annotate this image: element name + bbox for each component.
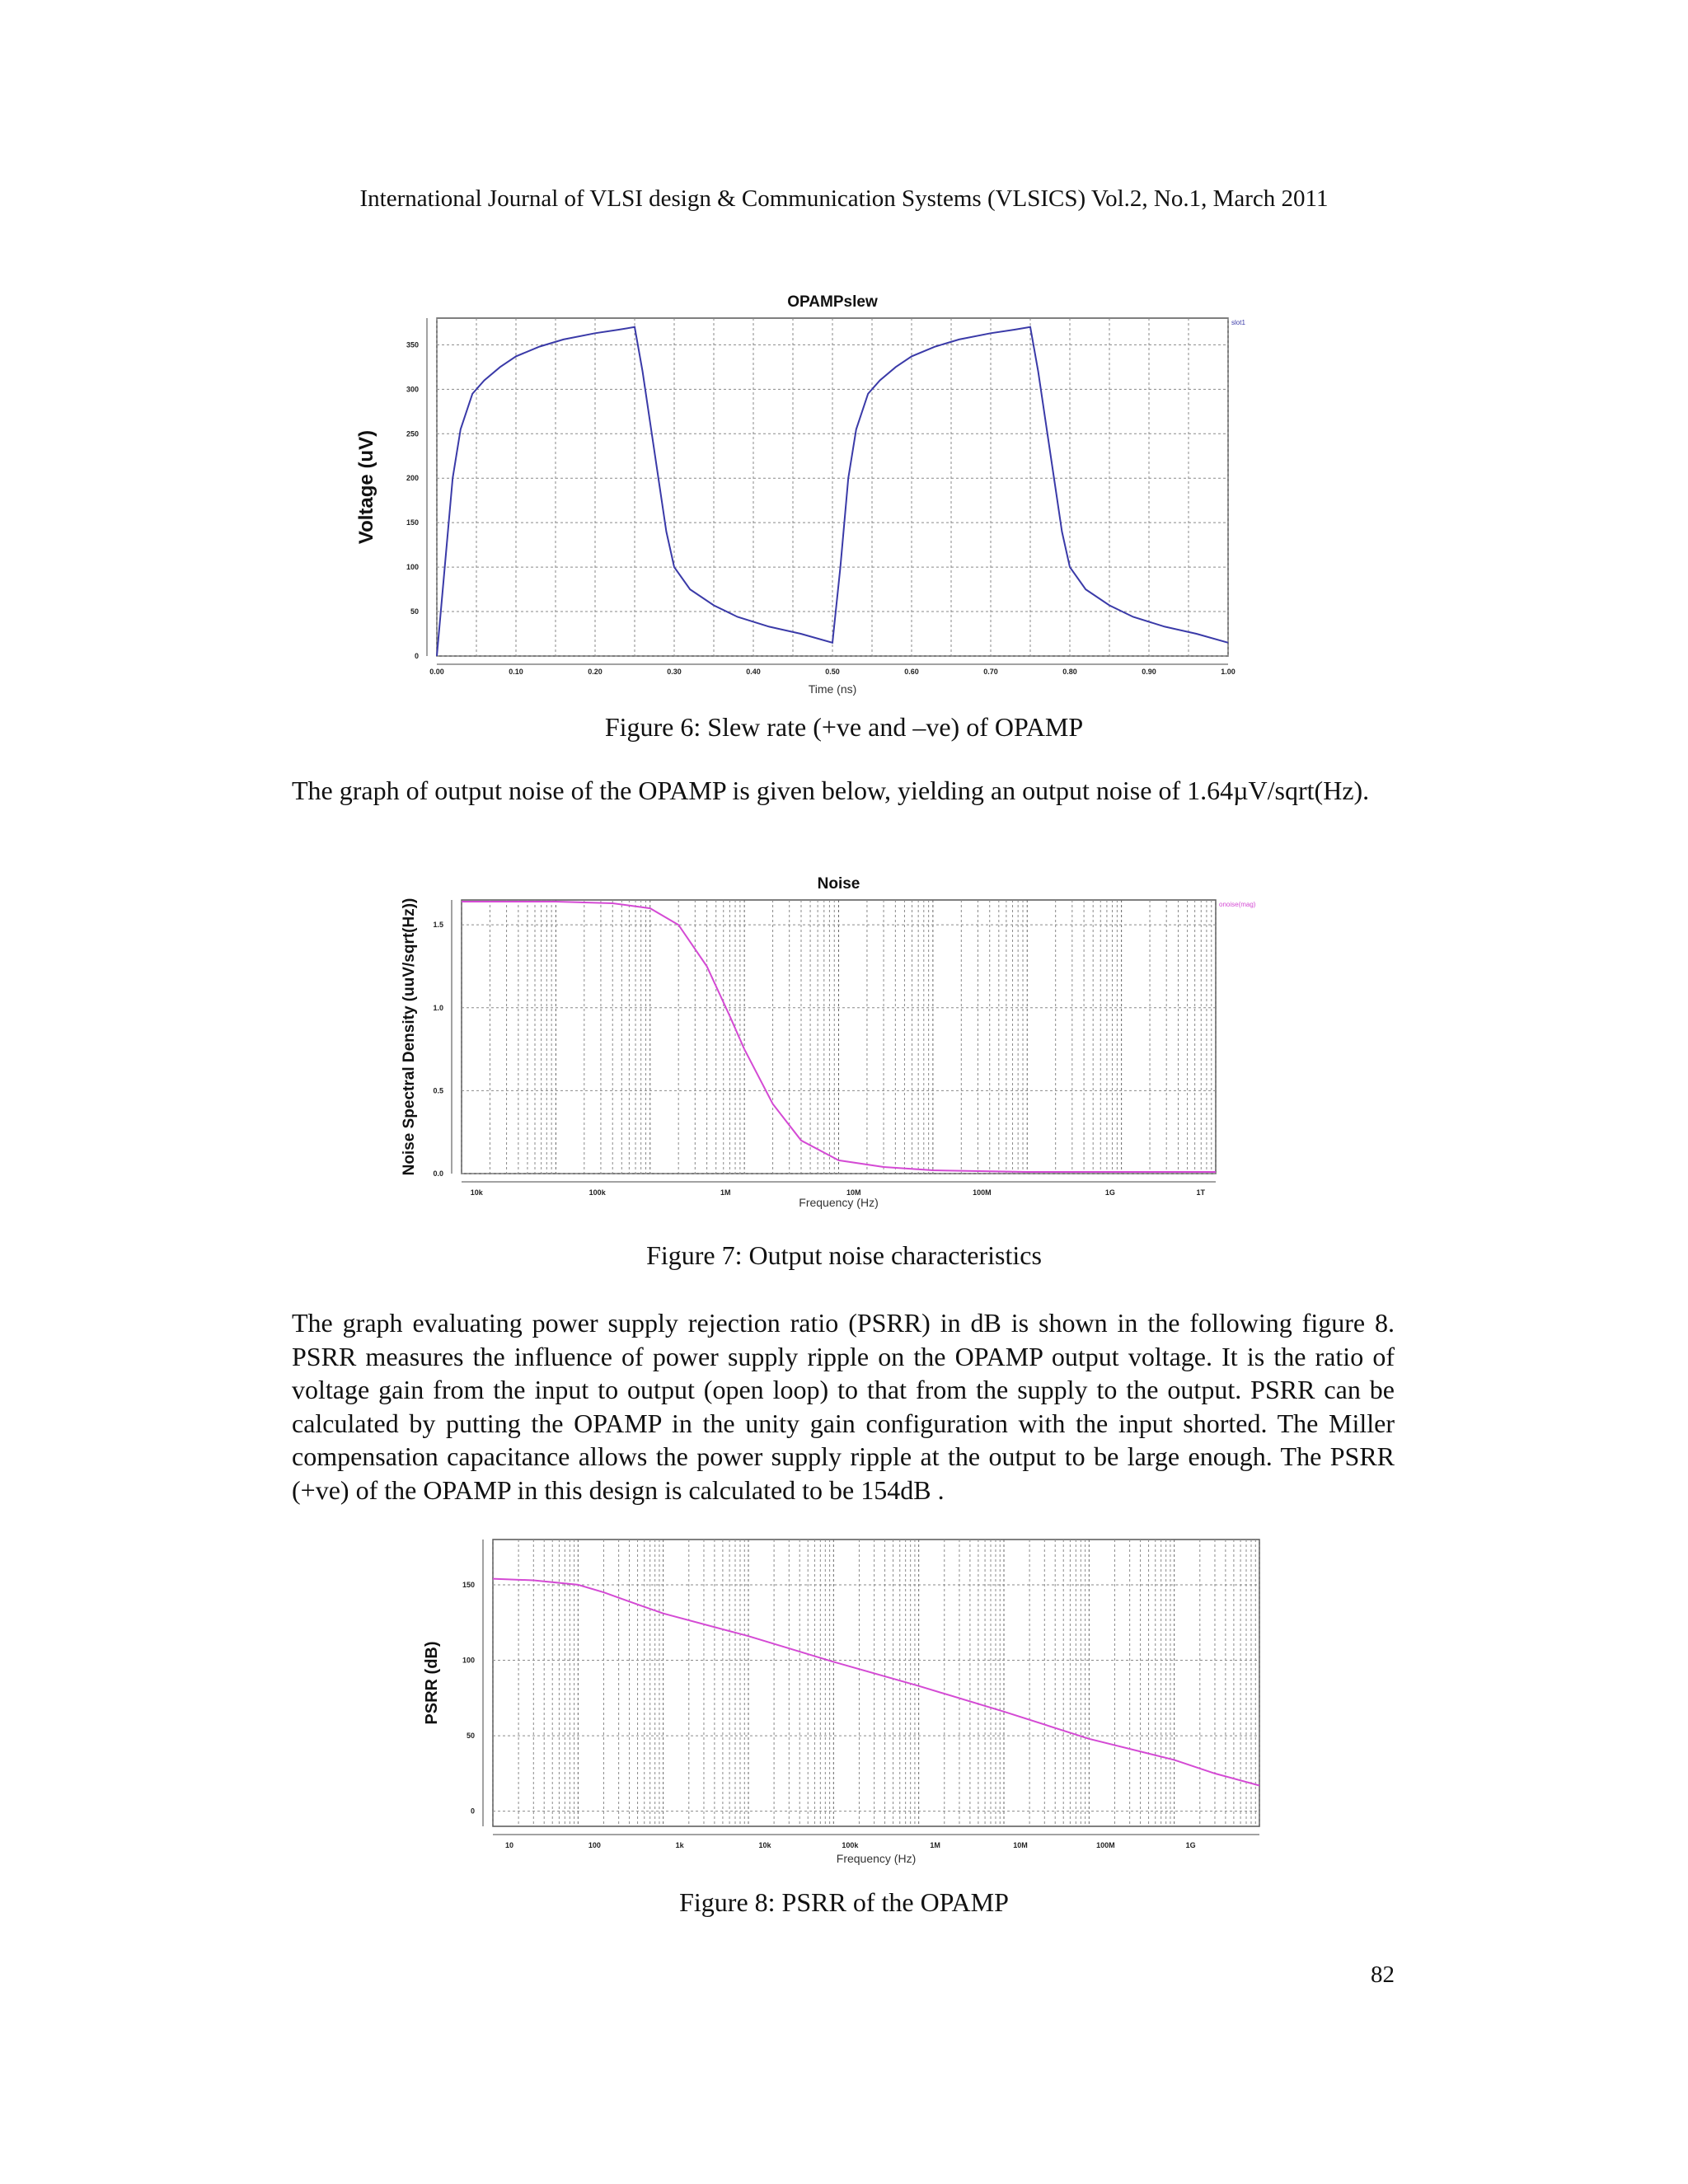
x-tick-label: 1T [1196, 1188, 1205, 1197]
legend-entry: onoise(mag) [1219, 901, 1256, 908]
legend-entry: slot1 [1231, 319, 1245, 326]
y-tick-label: 150 [462, 1580, 475, 1589]
chart-title: OPAMPslew [787, 293, 878, 311]
x-tick-label: 1G [1185, 1841, 1196, 1849]
paragraph-psrr: The graph evaluating power supply rejection ratio (PSRR) in dB is shown in the following figure 8. PSRR measures the influence of power supply ripple on the OPAMP output voltage. It is the ratio of voltage gain from the input to output (open loop) to that from the supply to the output. PSRR can be calculated by putting the OPAMP in the unity gain configuration with the input shorted. The Miller compensation capacitance allows the power supply ripple at the output to be large enough. The PSRR (+ve) of the OPAMP in this design is calculated to be 154dB . [292, 1308, 1395, 1505]
x-tick-label: 10k [470, 1188, 483, 1197]
y-tick-label: 250 [406, 429, 419, 438]
y-tick-label: 1.5 [433, 921, 443, 930]
y-tick-label: 350 [406, 340, 419, 349]
x-tick-label: 10 [504, 1841, 514, 1849]
figure-6-caption: Figure 6: Slew rate (+ve and –ve) of OPAMP [604, 712, 1084, 742]
y-tick-label: 300 [406, 385, 419, 394]
x-tick-label: 0.50 [825, 668, 840, 676]
x-tick-label: 100M [1096, 1841, 1115, 1849]
paragraph-noise: The graph of output noise of the OPAMP is given below, yielding an output noise of 1.64µV/sqrt(Hz). [292, 776, 1370, 805]
x-tick-label: 1M [930, 1841, 940, 1849]
chart-title: Noise [817, 875, 860, 893]
y-tick-label: 0.0 [433, 1169, 443, 1178]
y-axis-label: Noise Spectral Density (uuV/sqrt(Hz)) [401, 898, 418, 1176]
y-tick-label: 200 [406, 474, 419, 483]
x-tick-label: 0.70 [983, 668, 998, 676]
running-header: International Journal of VLSI design & Communication Systems (VLSICS) Vol.2, No.1, March 2011 [359, 185, 1329, 212]
y-axis-label: PSRR (dB) [423, 1641, 441, 1725]
x-axis-label: Time (ns) [808, 682, 857, 696]
x-tick-label: 100k [588, 1188, 606, 1197]
x-tick-label: 1M [720, 1188, 731, 1197]
x-tick-label: 0.80 [1062, 668, 1077, 676]
x-tick-label: 10k [758, 1841, 771, 1849]
y-tick-label: 50 [410, 607, 419, 616]
x-tick-label: 10M [1013, 1841, 1028, 1849]
x-tick-label: 0.20 [588, 668, 603, 676]
x-tick-label: 0.90 [1142, 668, 1156, 676]
x-tick-label: 0.40 [746, 668, 761, 676]
figure-8-caption: Figure 8: PSRR of the OPAMP [679, 1887, 1009, 1917]
x-axis-label: Frequency (Hz) [799, 1196, 879, 1209]
x-tick-label: 100 [588, 1841, 601, 1849]
y-tick-label: 0.5 [433, 1086, 443, 1095]
x-tick-label: 10M [846, 1188, 861, 1197]
y-tick-label: 150 [406, 518, 419, 527]
x-axis-label: Frequency (Hz) [836, 1852, 917, 1865]
plot-area [493, 1540, 1259, 1826]
y-tick-label: 1.0 [433, 1003, 443, 1012]
y-axis-label: Voltage (uV) [355, 429, 377, 545]
x-tick-label: 100M [973, 1188, 992, 1197]
x-tick-label: 1k [675, 1841, 684, 1849]
x-tick-label: 1.00 [1221, 668, 1236, 676]
y-tick-label: 100 [462, 1656, 475, 1665]
x-tick-label: 1G [1104, 1188, 1115, 1197]
x-tick-label: 0.00 [429, 668, 444, 676]
y-tick-label: 100 [406, 563, 419, 572]
y-tick-label: 50 [466, 1732, 475, 1741]
y-tick-label: 0 [470, 1807, 475, 1816]
x-tick-label: 0.10 [509, 668, 523, 676]
x-tick-label: 0.30 [667, 668, 682, 676]
y-tick-label: 0 [414, 652, 419, 660]
figure-7-caption: Figure 7: Output noise characteristics [646, 1240, 1042, 1270]
page-number: 82 [1371, 1961, 1395, 1988]
x-tick-label: 0.60 [904, 668, 919, 676]
x-tick-label: 100k [842, 1841, 859, 1849]
